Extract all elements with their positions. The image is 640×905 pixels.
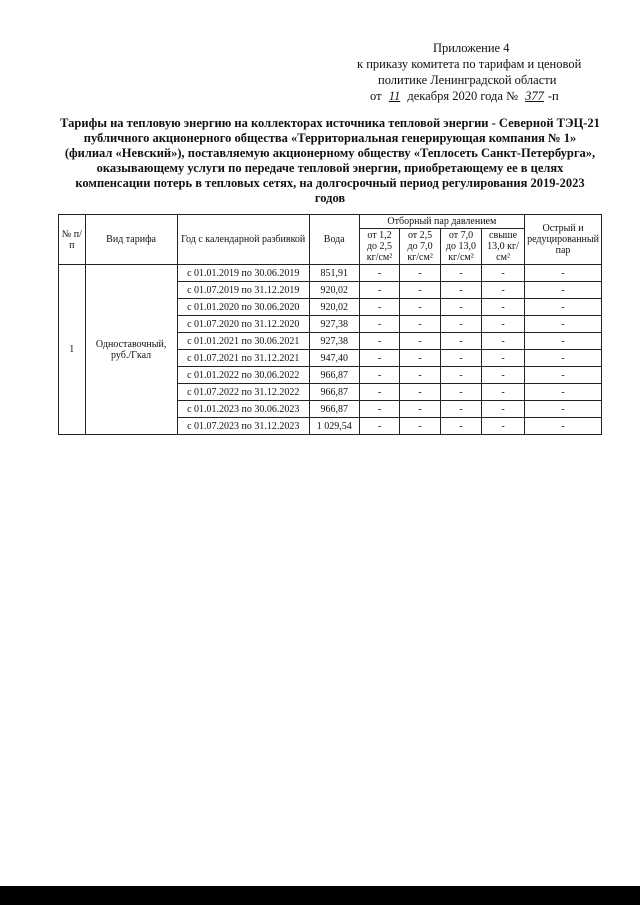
pressure-3-value: -	[440, 367, 481, 384]
tariff-table	[58, 214, 602, 435]
period-cell: с 01.01.2019 по 30.06.2019	[177, 265, 309, 282]
pressure-3-value: -	[440, 418, 481, 435]
appendix-title: Приложение 4	[433, 41, 510, 55]
water-value: 851,91	[309, 265, 359, 282]
water-value: 966,87	[309, 384, 359, 401]
live-steam-value: -	[525, 367, 602, 384]
live-steam-value: -	[525, 350, 602, 367]
pressure-2-value: -	[400, 333, 441, 350]
water-value: 947,40	[309, 350, 359, 367]
pressure-4-value: -	[482, 401, 525, 418]
pressure-3-value: -	[440, 282, 481, 299]
pressure-3-value: -	[440, 316, 481, 333]
date-prefix: от	[370, 89, 382, 103]
period-cell: с 01.01.2022 по 30.06.2022	[177, 367, 309, 384]
live-steam-value: -	[525, 401, 602, 418]
date-day-handwritten: 11	[388, 89, 401, 103]
header-steam-group: Отборный пар давлением	[359, 215, 524, 229]
pressure-4-value: -	[482, 384, 525, 401]
period-cell: с 01.07.2023 по 31.12.2023	[177, 418, 309, 435]
live-steam-value: -	[525, 418, 602, 435]
appendix-committee: политике Ленинградской области	[378, 73, 557, 87]
order-number-handwritten: 377	[525, 89, 544, 103]
appendix-date-line	[340, 88, 600, 104]
pressure-4-value: -	[482, 299, 525, 316]
pressure-2-value: -	[400, 418, 441, 435]
pressure-4-value: -	[482, 350, 525, 367]
live-steam-value: -	[525, 316, 602, 333]
pressure-1-value: -	[359, 282, 400, 299]
header-pressure-4: свыше 13,0 кг/см²	[482, 229, 525, 265]
period-cell: с 01.07.2020 по 31.12.2020	[177, 316, 309, 333]
period-cell: с 01.01.2020 по 30.06.2020	[177, 299, 309, 316]
pressure-2-value: -	[400, 367, 441, 384]
pressure-2-value: -	[400, 265, 441, 282]
header-num: № п/п	[59, 215, 86, 265]
header-pressure-2: от 2,5 до 7,0 кг/см²	[400, 229, 441, 265]
pressure-4-value: -	[482, 316, 525, 333]
pressure-4-value: -	[482, 282, 525, 299]
pressure-4-value: -	[482, 418, 525, 435]
header-pressure-1: от 1,2 до 2,5 кг/см²	[359, 229, 400, 265]
period-cell: с 01.01.2021 по 30.06.2021	[177, 333, 309, 350]
appendix-order-ref: к приказу комитета по тарифам и ценовой	[357, 57, 582, 71]
water-value: 966,87	[309, 401, 359, 418]
live-steam-value: -	[525, 299, 602, 316]
header-period: Год с календарной разбивкой	[177, 215, 309, 265]
water-value: 927,38	[309, 316, 359, 333]
pressure-1-value: -	[359, 367, 400, 384]
pressure-1-value: -	[359, 350, 400, 367]
pressure-4-value: -	[482, 265, 525, 282]
period-cell: с 01.07.2022 по 31.12.2022	[177, 384, 309, 401]
header-water: Вода	[309, 215, 359, 265]
appendix-header	[340, 40, 600, 104]
pressure-1-value: -	[359, 316, 400, 333]
pressure-3-value: -	[440, 384, 481, 401]
pressure-2-value: -	[400, 282, 441, 299]
water-value: 1 029,54	[309, 418, 359, 435]
live-steam-value: -	[525, 265, 602, 282]
period-cell: с 01.07.2021 по 31.12.2021	[177, 350, 309, 367]
pressure-1-value: -	[359, 418, 400, 435]
pressure-2-value: -	[400, 401, 441, 418]
water-value: 920,02	[309, 299, 359, 316]
pressure-3-value: -	[440, 401, 481, 418]
pressure-3-value: -	[440, 350, 481, 367]
pressure-1-value: -	[359, 401, 400, 418]
document-title: Тарифы на тепловую энергию на коллекторах источника тепловой энергии - Северной ТЭЦ-21 публичного акционерного общества «Территориальная генерирующая компания № 1» (филиал «Невский»), поставляемую акционерному обществу «Теплосеть Санкт-Петербурга», оказывающему услуги по передаче тепловой энергии, приобретающему ее в целях компенсации потерь в тепловых сетях, на долгосрочный период регулирования 2019-2023 годов	[60, 116, 600, 205]
table-row	[59, 265, 602, 282]
water-value: 927,38	[309, 333, 359, 350]
pressure-1-value: -	[359, 265, 400, 282]
period-cell: с 01.07.2019 по 31.12.2019	[177, 282, 309, 299]
date-month-year: декабря 2020 года №	[407, 89, 519, 103]
pressure-2-value: -	[400, 316, 441, 333]
pressure-1-value: -	[359, 333, 400, 350]
header-pressure-3: от 7,0 до 13,0 кг/см²	[440, 229, 481, 265]
pressure-4-value: -	[482, 333, 525, 350]
tariff-type: Одноставочный, руб./Гкал	[85, 265, 177, 435]
period-cell: с 01.01.2023 по 30.06.2023	[177, 401, 309, 418]
live-steam-value: -	[525, 333, 602, 350]
pressure-2-value: -	[400, 384, 441, 401]
water-value: 966,87	[309, 367, 359, 384]
pressure-3-value: -	[440, 265, 481, 282]
header-type: Вид тарифа	[85, 215, 177, 265]
pressure-2-value: -	[400, 350, 441, 367]
order-suffix: -п	[547, 89, 559, 103]
pressure-2-value: -	[400, 299, 441, 316]
live-steam-value: -	[525, 384, 602, 401]
scan-bottom-edge	[0, 886, 640, 905]
row-number: 1	[59, 265, 86, 435]
water-value: 920,02	[309, 282, 359, 299]
pressure-3-value: -	[440, 299, 481, 316]
pressure-3-value: -	[440, 333, 481, 350]
pressure-1-value: -	[359, 299, 400, 316]
header-live-steam: Острый и редуцированный пар	[525, 215, 602, 265]
live-steam-value: -	[525, 282, 602, 299]
tariff-table-body	[59, 265, 602, 435]
pressure-4-value: -	[482, 367, 525, 384]
pressure-1-value: -	[359, 384, 400, 401]
